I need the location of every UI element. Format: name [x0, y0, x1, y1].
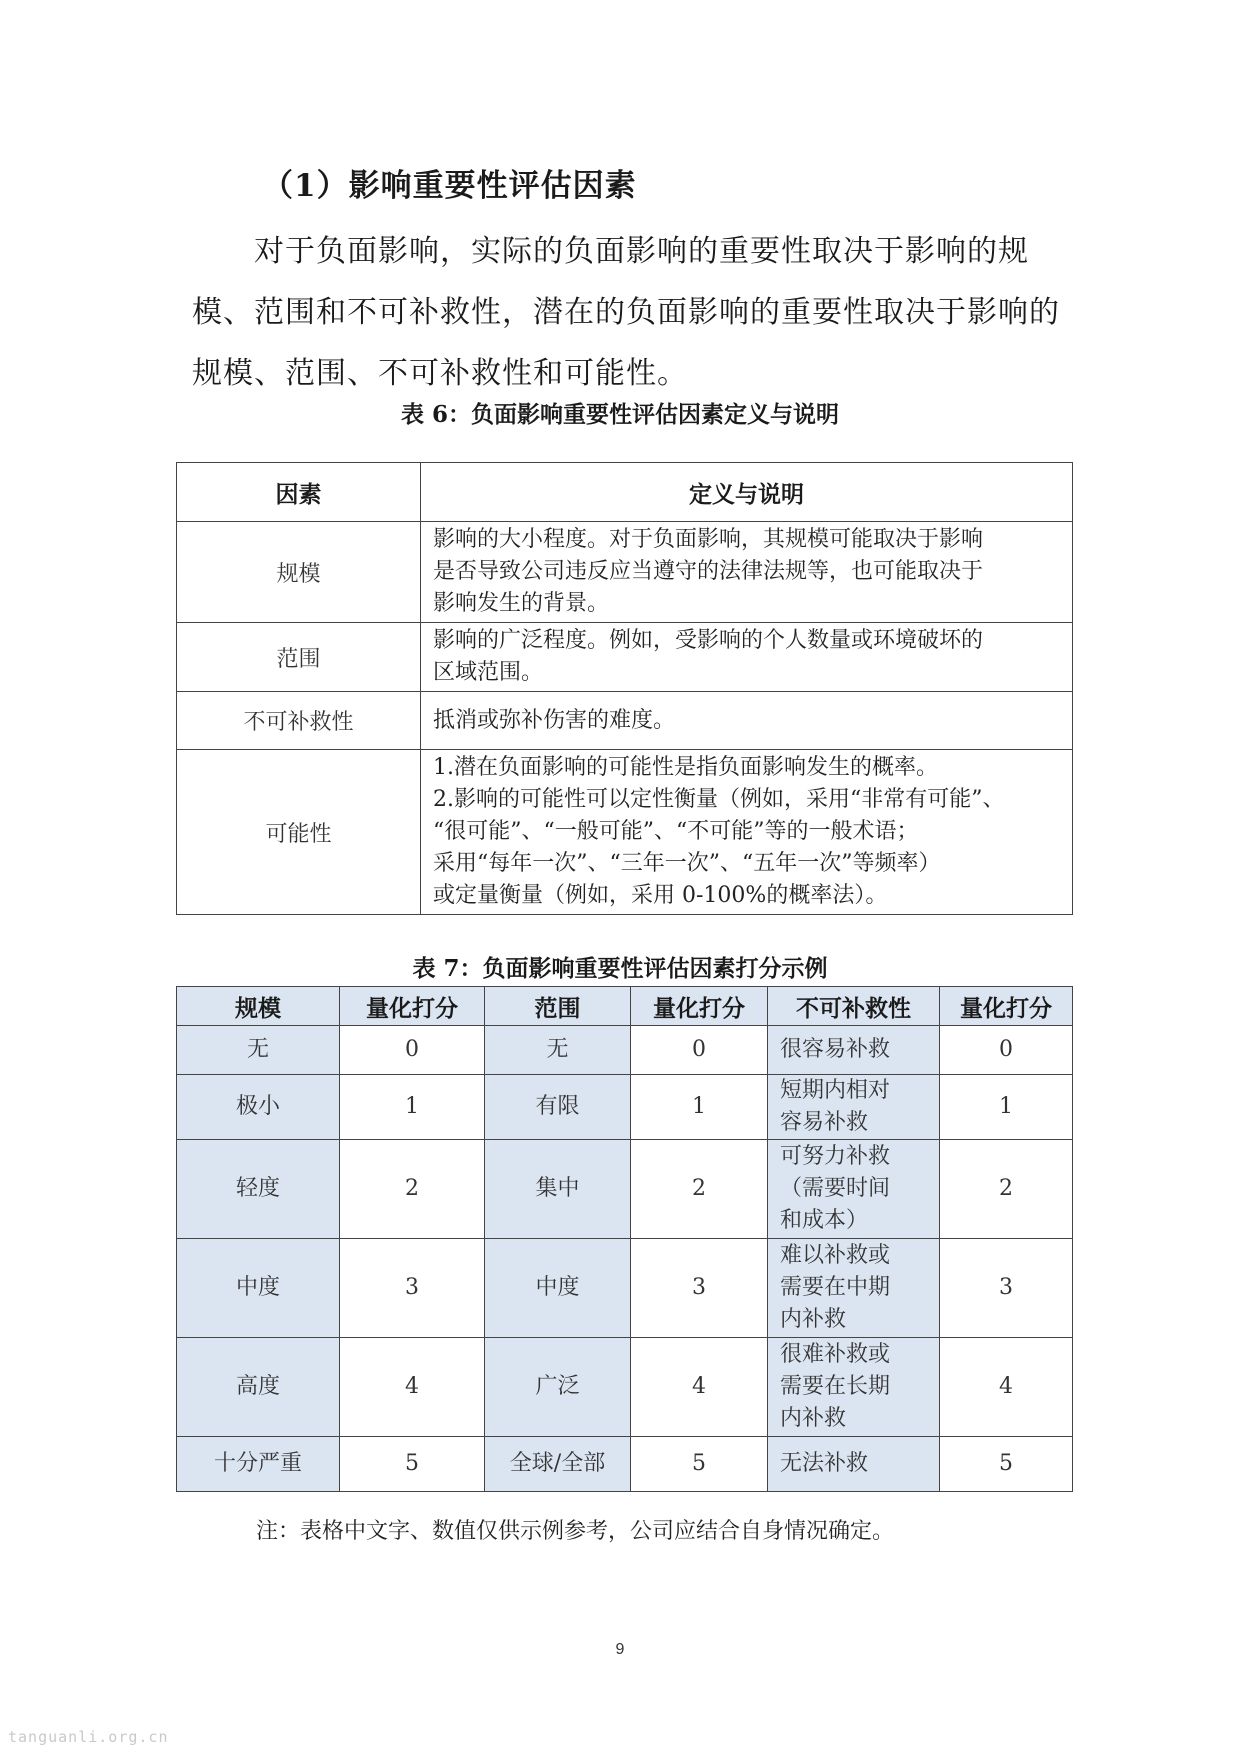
table-row: [177, 1140, 1073, 1239]
score-cell: 5: [631, 1437, 768, 1492]
definition-cell: [421, 750, 1073, 915]
table-row: [177, 1239, 1073, 1338]
table7-caption: 表 7：负面影响重要性评估因素打分示例: [412, 955, 828, 982]
score-cell: 2: [940, 1140, 1073, 1239]
score-cell: 2: [340, 1140, 485, 1239]
cell-line: 短期内相对: [780, 1078, 891, 1103]
range-cell: 有限: [485, 1075, 631, 1140]
scale-cell: 高度: [177, 1338, 340, 1437]
factor-cell: 规模: [177, 522, 421, 623]
definition-line: 或定量衡量（例如，采用 0-100%的概率法）。: [433, 883, 888, 908]
cell-line: 可努力补救: [780, 1144, 891, 1169]
score-cell: 2: [631, 1140, 768, 1239]
table-row: [177, 1338, 1073, 1437]
score-cell: 5: [340, 1437, 485, 1492]
table-note: 注：表格中文字、数值仅供示例参考，公司应结合自身情况确定。: [256, 1519, 895, 1544]
table-row: [177, 1075, 1073, 1140]
definition-line: 影响发生的背景。: [433, 591, 610, 616]
score-cell: 1: [940, 1075, 1073, 1140]
column-header: 定义与说明: [421, 463, 1073, 522]
column-header: 因素: [177, 463, 421, 522]
range-cell: 集中: [485, 1140, 631, 1239]
score-cell: 4: [631, 1338, 768, 1437]
range-cell: 全球/全部: [485, 1437, 631, 1492]
definition-line: “很可能”、“一般可能”、“不可能”等的一般术语；: [433, 819, 919, 844]
factor-cell: 不可补救性: [177, 692, 421, 750]
irremediability-cell: [768, 1338, 940, 1437]
irremediability-cell: [768, 1239, 940, 1338]
table6-caption: 表 6：负面影响重要性评估因素定义与说明: [400, 401, 839, 428]
cell-line: 容易补救: [780, 1110, 869, 1135]
table-header-row: [177, 987, 1073, 1026]
range-cell: 无: [485, 1026, 631, 1075]
definition-line: 采用“每年一次”、“三年一次”、“五年一次”等频率）: [433, 851, 941, 876]
column-header: 量化打分: [940, 987, 1073, 1026]
section-title: （1）影响重要性评估因素: [262, 168, 637, 204]
score-cell: 1: [340, 1075, 485, 1140]
irremediability-cell: [768, 1140, 940, 1239]
score-cell: 3: [631, 1239, 768, 1338]
cell-line: 内补救: [780, 1406, 847, 1431]
paragraph-text: 对于负面影响，实际的负面影响的重要性取决于影响的规模、范围和不可补救性，潜在的负面影响的重要性取决于影响的规模、范围、不可补救性和可能性。: [192, 234, 1060, 391]
irremediability-cell: [768, 1075, 940, 1140]
table-row: [177, 750, 1073, 915]
score-cell: 0: [631, 1026, 768, 1075]
cell-line: （需要时间: [780, 1176, 891, 1201]
column-header: 范围: [485, 987, 631, 1026]
column-header: 规模: [177, 987, 340, 1026]
cell-line: 和成本）: [780, 1208, 869, 1233]
scale-cell: 极小: [177, 1075, 340, 1140]
score-cell: 5: [940, 1437, 1073, 1492]
range-cell: 广泛: [485, 1338, 631, 1437]
cell-line: 很难补救或: [780, 1342, 891, 1367]
table-row: [177, 692, 1073, 750]
scale-cell: 轻度: [177, 1140, 340, 1239]
definition-line: 是否导致公司违反应当遵守的法律法规等，也可能取决于: [433, 559, 984, 584]
table-row: [177, 623, 1073, 692]
definition-line: 区域范围。: [433, 660, 544, 685]
table-row: [177, 522, 1073, 623]
definition-cell: [421, 623, 1073, 692]
cell-line: 很容易补救: [780, 1037, 891, 1062]
page-number: 9: [615, 1641, 625, 1658]
factor-definition-table: [176, 462, 1073, 915]
score-cell: 0: [940, 1026, 1073, 1075]
scale-cell: 无: [177, 1026, 340, 1075]
definition-line: 2.影响的可能性可以定性衡量（例如，采用“非常有可能”、: [433, 787, 1005, 812]
factor-cell: 可能性: [177, 750, 421, 915]
range-cell: 中度: [485, 1239, 631, 1338]
irremediability-cell: [768, 1026, 940, 1075]
table-row: [177, 1026, 1073, 1075]
score-cell: 1: [631, 1075, 768, 1140]
factor-cell: 范围: [177, 623, 421, 692]
scale-cell: 十分严重: [177, 1437, 340, 1492]
score-cell: 4: [340, 1338, 485, 1437]
score-cell: 0: [340, 1026, 485, 1075]
cell-line: 内补救: [780, 1307, 847, 1332]
cell-line: 需要在长期: [780, 1374, 891, 1399]
watermark: tanguanli.org.cn: [8, 1728, 169, 1746]
column-header: 量化打分: [340, 987, 485, 1026]
cell-line: 难以补救或: [780, 1243, 891, 1268]
irremediability-cell: [768, 1437, 940, 1492]
definition-cell: [421, 692, 1073, 750]
definition-cell: [421, 522, 1073, 623]
score-cell: 3: [340, 1239, 485, 1338]
cell-line: 需要在中期: [780, 1275, 891, 1300]
score-cell: 4: [940, 1338, 1073, 1437]
scoring-example-table: [176, 986, 1073, 1492]
definition-line: 1.潜在负面影响的可能性是指负面影响发生的概率。: [433, 755, 938, 780]
scale-cell: 中度: [177, 1239, 340, 1338]
column-header: 不可补救性: [768, 987, 940, 1026]
score-cell: 3: [940, 1239, 1073, 1338]
column-header: 量化打分: [631, 987, 768, 1026]
table-row: [177, 1437, 1073, 1492]
body-paragraph: [192, 221, 1072, 404]
definition-line: 抵消或弥补伤害的难度。: [433, 707, 676, 733]
definition-line: 影响的大小程度。对于负面影响，其规模可能取决于影响: [433, 527, 984, 552]
definition-line: 影响的广泛程度。例如，受影响的个人数量或环境破坏的: [433, 628, 984, 653]
cell-line: 无法补救: [780, 1451, 869, 1476]
table-header-row: [177, 463, 1073, 522]
